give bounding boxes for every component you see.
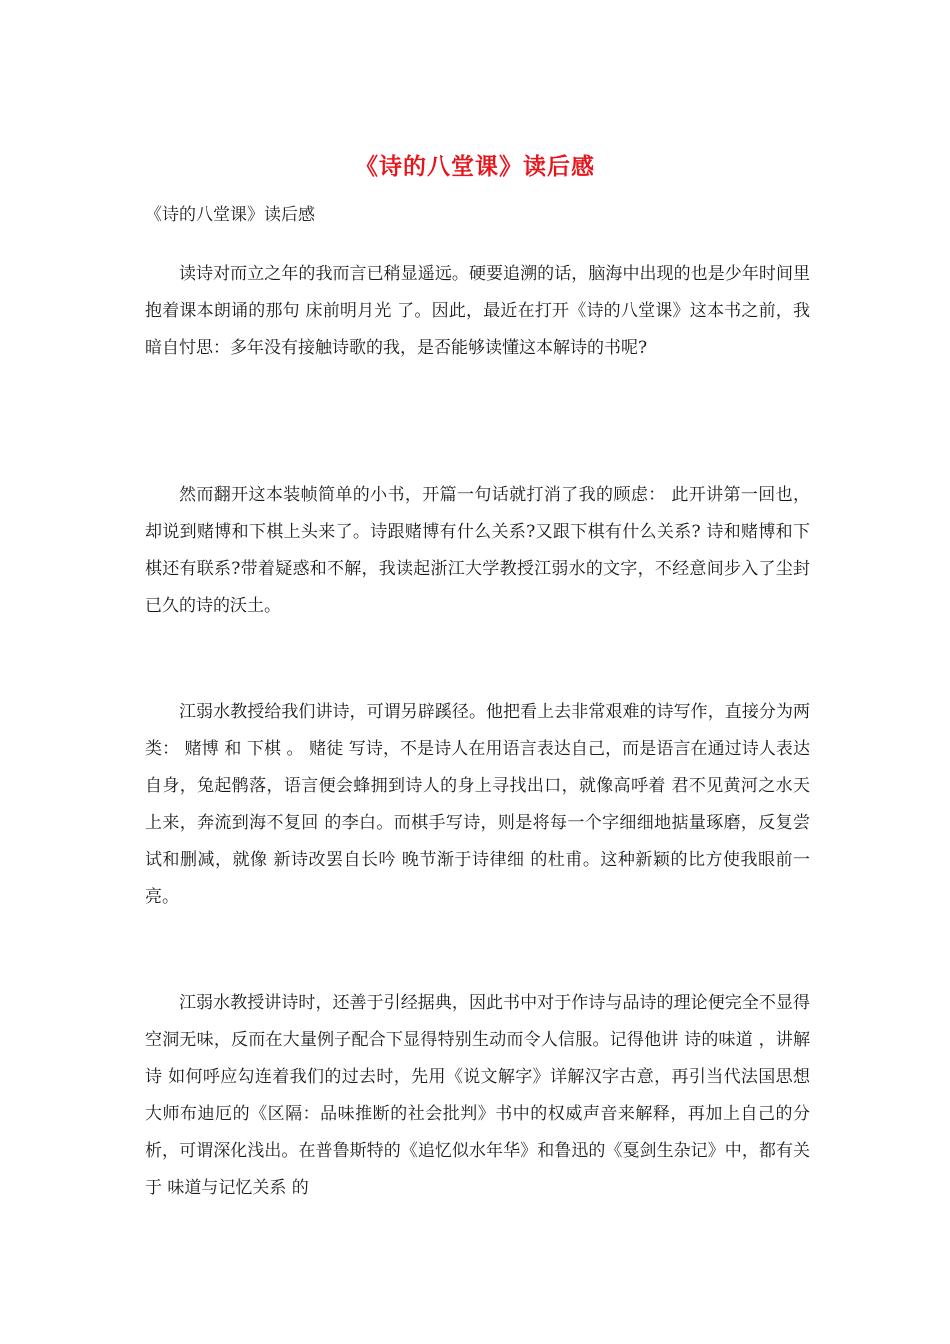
paragraph-1: 读诗对而立之年的我而言已稍显遥远。硬要追溯的话，脑海中出现的也是少年时间里抱着课本朗诵的那句 床前明月光 了。因此，最近在打开《诗的八堂课》这本书之前，我暗自忖思：多年没有接触诗歌的我，是否能够读懂这本解诗的书呢? xyxy=(145,264,810,358)
document-subtitle: 《诗的八堂课》读后感 xyxy=(145,205,315,225)
document-title: 《诗的八堂课》读后感 xyxy=(355,153,595,180)
paragraph-4: 江弱水教授讲诗时，还善于引经据典，因此书中对于作诗与品诗的理论便完全不显得空洞无味，反而在大量例子配合下显得特别生动而令人信服。记得他讲 诗的味道 ，讲解 诗 如何呼应勾连着我们的过去时，先用《说文解字》详解汉字古意，再引当代法国思想大师布迪厄的《区隔：品味推断的社会批判》书中的权威声音来解释，再加上自己的分析，可谓深化浅出。在普鲁斯特的《追忆似水年华》和鲁迅的《戛剑生杂记》中，都有关于 味道与记忆关系 的 xyxy=(145,993,810,1198)
paragraph-2: 然而翻开这本装帧简单的小书，开篇一句话就打消了我的顾虑： 此开讲第一回也，却说到赌博和下棋上头来了。诗跟赌博有什么关系?又跟下棋有什么关系? 诗和赌博和下棋还有联系?带着疑惑和不解，我读起浙江大学教授江弱水的文字，不经意间步入了尘封已久的诗的沃土。 xyxy=(145,485,810,616)
paragraph-3: 江弱水教授给我们讲诗，可谓另辟蹊径。他把看上去非常艰难的诗写作，直接分为两类： 赌博 和 下棋 。 赌徒 写诗，不是诗人在用语言表达自己，而是语言在通过诗人表达自身，兔起鹘落，语言便会蜂拥到诗人的身上寻找出口，就像高呼着 君不见黄河之水天上来，奔流到海不复回 的李白。而棋手写诗，则是将每一个字细细地掂量琢磨，反复尝试和删减，就像 新诗改罢自长吟 晚节渐于诗律细 的杜甫。这种新颖的比方使我眼前一亮。 xyxy=(145,702,810,907)
